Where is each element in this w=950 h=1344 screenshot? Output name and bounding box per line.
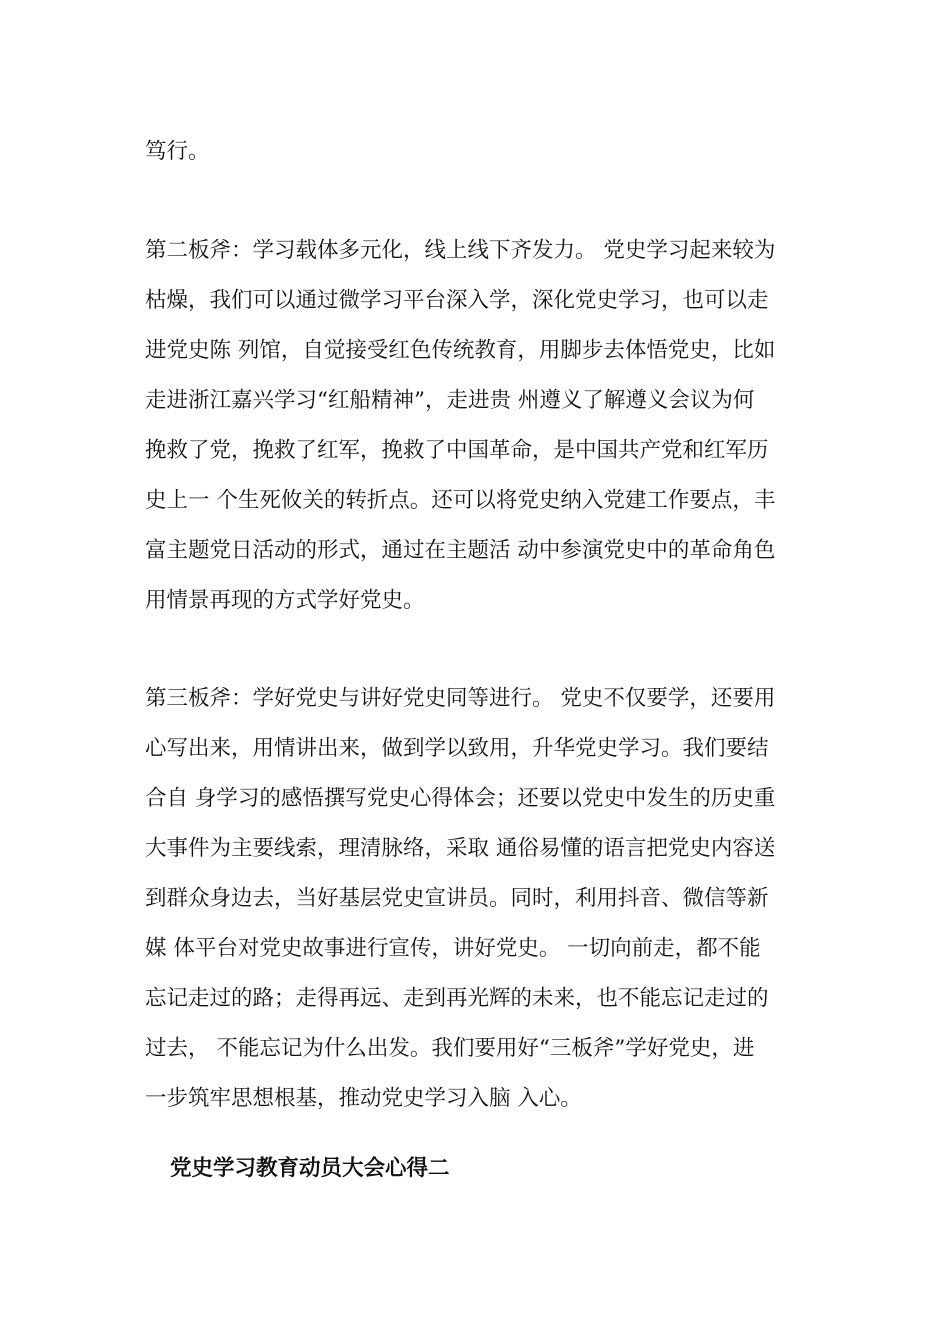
paragraph-line: 史上一 个生死攸关的转折点。还可以将党史纳入党建工作要点，丰 xyxy=(145,488,776,513)
paragraph-line: 忘记走过的路；走得再远、走到再光辉的未来，也不能忘记走过的 xyxy=(145,986,769,1011)
paragraph-line: 媒 体平台对党史故事进行宣传，讲好党史。 一切向前走，都不能 xyxy=(145,936,761,961)
paragraph-line: 心写出来，用情讲出来，做到学以致用，升华党史学习。我们要结 xyxy=(145,736,769,761)
paragraph-line: 过去， 不能忘记为什么出发。我们要用好“三板斧”学好党史，进 xyxy=(145,1036,755,1061)
paragraph-line: 走进浙江嘉兴学习“红船精神”，走进贵 州遵义了解遵义会议为何 xyxy=(145,388,755,413)
paragraph-line: 大事件为主要线索，理清脉络，采取 通俗易懂的语言把党史内容送 xyxy=(145,836,776,861)
paragraph-line: 第三板斧：学好党史与讲好党史同等进行。 党史不仅要学，还要用 xyxy=(145,686,776,711)
paragraph-line: 笃行。 xyxy=(145,139,210,164)
paragraph-line: 合自 身学习的感悟撰写党史心得体会；还要以党史中发生的历史重 xyxy=(145,786,776,811)
paragraph-line: 到群众身边去，当好基层党史宣讲员。同时，利用抖音、微信等新 xyxy=(145,886,769,911)
paragraph-line: 挽救了党，挽救了红军，挽救了中国革命，是中国共产党和红军历 xyxy=(145,438,769,463)
paragraph-line: 枯燥，我们可以通过微学习平台深入学，深化党史学习，也可以走 xyxy=(145,288,769,313)
paragraph-line: 用情景再现的方式学好党史。 xyxy=(145,588,425,613)
section-heading: 党史学习教育动员大会心得二 xyxy=(170,1156,450,1181)
paragraph-line: 一步筑牢思想根基，推动党史学习入脑 入心。 xyxy=(145,1086,582,1111)
paragraph-line: 富主题党日活动的形式，通过在主题活 动中参演党史中的革命角色 xyxy=(145,538,776,563)
paragraph-line: 第二板斧：学习载体多元化，线上线下齐发力。 党史学习起来较为 xyxy=(145,238,776,263)
paragraph-line: 进党史陈 列馆，自觉接受红色传统教育，用脚步去体悟党史，比如 xyxy=(145,338,776,363)
